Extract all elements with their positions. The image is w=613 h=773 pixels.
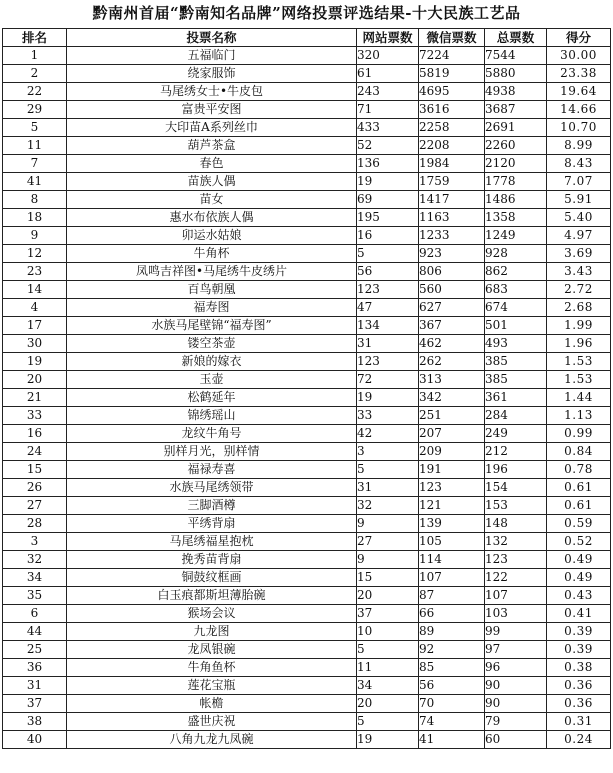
wechat-votes-cell: 207 (419, 425, 485, 443)
total-votes-cell: 385 (485, 353, 547, 371)
rank-cell: 16 (3, 425, 67, 443)
score-cell: 23.38 (547, 65, 611, 83)
table-header-row (3, 29, 611, 47)
total-votes-cell: 862 (485, 263, 547, 281)
table-row (3, 659, 611, 677)
score-cell: 0.39 (547, 623, 611, 641)
table-row (3, 713, 611, 731)
wechat-votes-cell: 85 (419, 659, 485, 677)
wechat-votes-cell: 121 (419, 497, 485, 515)
name-cell: 猴场会议 (67, 605, 357, 623)
table-row (3, 605, 611, 623)
rank-cell: 32 (3, 551, 67, 569)
name-cell: 牛角杯 (67, 245, 357, 263)
table-row (3, 623, 611, 641)
rank-cell: 4 (3, 299, 67, 317)
table-row (3, 407, 611, 425)
total-votes-cell: 284 (485, 407, 547, 425)
total-votes-cell: 2691 (485, 119, 547, 137)
rank-cell: 11 (3, 137, 67, 155)
site-votes-cell: 42 (357, 425, 419, 443)
name-cell: 帐檐 (67, 695, 357, 713)
table-row (3, 263, 611, 281)
score-cell: 2.72 (547, 281, 611, 299)
total-votes-cell: 493 (485, 335, 547, 353)
total-votes-cell: 212 (485, 443, 547, 461)
score-cell: 0.31 (547, 713, 611, 731)
total-votes-cell: 5880 (485, 65, 547, 83)
wechat-votes-cell: 1984 (419, 155, 485, 173)
table-row (3, 353, 611, 371)
name-cell: 八角九龙九凤碗 (67, 731, 357, 749)
table-row (3, 443, 611, 461)
table-row (3, 245, 611, 263)
rank-cell: 25 (3, 641, 67, 659)
header-name: 投票名称 (67, 29, 357, 47)
total-votes-cell: 1358 (485, 209, 547, 227)
rank-cell: 37 (3, 695, 67, 713)
score-cell: 0.38 (547, 659, 611, 677)
score-cell: 0.24 (547, 731, 611, 749)
table-row (3, 137, 611, 155)
total-votes-cell: 99 (485, 623, 547, 641)
table-row (3, 641, 611, 659)
score-cell: 0.41 (547, 605, 611, 623)
rank-cell: 15 (3, 461, 67, 479)
table-row (3, 227, 611, 245)
wechat-votes-cell: 41 (419, 731, 485, 749)
total-votes-cell: 90 (485, 677, 547, 695)
table-row (3, 497, 611, 515)
total-votes-cell: 90 (485, 695, 547, 713)
total-votes-cell: 132 (485, 533, 547, 551)
site-votes-cell: 195 (357, 209, 419, 227)
rank-cell: 17 (3, 317, 67, 335)
rank-cell: 24 (3, 443, 67, 461)
wechat-votes-cell: 70 (419, 695, 485, 713)
table-row (3, 425, 611, 443)
total-votes-cell: 196 (485, 461, 547, 479)
wechat-votes-cell: 923 (419, 245, 485, 263)
rank-cell: 30 (3, 335, 67, 353)
total-votes-cell: 674 (485, 299, 547, 317)
name-cell: 凤鸣吉祥图•马尾绣牛皮绣片 (67, 263, 357, 281)
wechat-votes-cell: 251 (419, 407, 485, 425)
score-cell: 8.43 (547, 155, 611, 173)
rank-cell: 38 (3, 713, 67, 731)
wechat-votes-cell: 66 (419, 605, 485, 623)
header-wechat-votes: 微信票数 (419, 29, 485, 47)
score-cell: 1.53 (547, 353, 611, 371)
name-cell: 富贵平安图 (67, 101, 357, 119)
score-cell: 1.99 (547, 317, 611, 335)
table-row (3, 209, 611, 227)
wechat-votes-cell: 313 (419, 371, 485, 389)
score-cell: 0.99 (547, 425, 611, 443)
name-cell: 大印苗A系列丝巾 (67, 119, 357, 137)
rank-cell: 26 (3, 479, 67, 497)
table-row (3, 695, 611, 713)
name-cell: 新娘的嫁衣 (67, 353, 357, 371)
total-votes-cell: 97 (485, 641, 547, 659)
site-votes-cell: 71 (357, 101, 419, 119)
name-cell: 苗女 (67, 191, 357, 209)
score-cell: 2.68 (547, 299, 611, 317)
table-row (3, 335, 611, 353)
score-cell: 14.66 (547, 101, 611, 119)
site-votes-cell: 243 (357, 83, 419, 101)
wechat-votes-cell: 627 (419, 299, 485, 317)
wechat-votes-cell: 2258 (419, 119, 485, 137)
score-cell: 3.69 (547, 245, 611, 263)
site-votes-cell: 5 (357, 245, 419, 263)
rank-cell: 6 (3, 605, 67, 623)
wechat-votes-cell: 7224 (419, 47, 485, 65)
total-votes-cell: 928 (485, 245, 547, 263)
score-cell: 7.07 (547, 173, 611, 191)
rank-cell: 7 (3, 155, 67, 173)
wechat-votes-cell: 139 (419, 515, 485, 533)
score-cell: 1.44 (547, 389, 611, 407)
name-cell: 莲花宝瓶 (67, 677, 357, 695)
wechat-votes-cell: 262 (419, 353, 485, 371)
wechat-votes-cell: 114 (419, 551, 485, 569)
rank-cell: 20 (3, 371, 67, 389)
rank-cell: 18 (3, 209, 67, 227)
site-votes-cell: 31 (357, 479, 419, 497)
table-row (3, 101, 611, 119)
table-row (3, 281, 611, 299)
score-cell: 1.53 (547, 371, 611, 389)
total-votes-cell: 249 (485, 425, 547, 443)
rank-cell: 3 (3, 533, 67, 551)
rank-cell: 5 (3, 119, 67, 137)
wechat-votes-cell: 1417 (419, 191, 485, 209)
total-votes-cell: 153 (485, 497, 547, 515)
table-row (3, 173, 611, 191)
wechat-votes-cell: 209 (419, 443, 485, 461)
wechat-votes-cell: 1163 (419, 209, 485, 227)
wechat-votes-cell: 92 (419, 641, 485, 659)
table-row (3, 551, 611, 569)
site-votes-cell: 27 (357, 533, 419, 551)
table-row (3, 83, 611, 101)
rank-cell: 19 (3, 353, 67, 371)
name-cell: 卯运水姑娘 (67, 227, 357, 245)
wechat-votes-cell: 89 (419, 623, 485, 641)
name-cell: 百鸟朝凰 (67, 281, 357, 299)
total-votes-cell: 2120 (485, 155, 547, 173)
rank-cell: 27 (3, 497, 67, 515)
header-rank: 排名 (3, 29, 67, 47)
score-cell: 0.49 (547, 569, 611, 587)
total-votes-cell: 103 (485, 605, 547, 623)
site-votes-cell: 9 (357, 551, 419, 569)
site-votes-cell: 123 (357, 353, 419, 371)
name-cell: 五福临门 (67, 47, 357, 65)
rank-cell: 33 (3, 407, 67, 425)
total-votes-cell: 154 (485, 479, 547, 497)
rank-cell: 12 (3, 245, 67, 263)
score-cell: 30.00 (547, 47, 611, 65)
wechat-votes-cell: 367 (419, 317, 485, 335)
total-votes-cell: 148 (485, 515, 547, 533)
wechat-votes-cell: 2208 (419, 137, 485, 155)
site-votes-cell: 32 (357, 497, 419, 515)
header-site-votes: 网站票数 (357, 29, 419, 47)
rank-cell: 9 (3, 227, 67, 245)
site-votes-cell: 5 (357, 713, 419, 731)
site-votes-cell: 72 (357, 371, 419, 389)
name-cell: 平绣背扇 (67, 515, 357, 533)
rank-cell: 1 (3, 47, 67, 65)
site-votes-cell: 69 (357, 191, 419, 209)
name-cell: 镂空茶壶 (67, 335, 357, 353)
site-votes-cell: 10 (357, 623, 419, 641)
name-cell: 挽秀苗背扇 (67, 551, 357, 569)
score-cell: 0.61 (547, 497, 611, 515)
total-votes-cell: 1778 (485, 173, 547, 191)
wechat-votes-cell: 342 (419, 389, 485, 407)
wechat-votes-cell: 87 (419, 587, 485, 605)
wechat-votes-cell: 560 (419, 281, 485, 299)
table-row (3, 569, 611, 587)
total-votes-cell: 385 (485, 371, 547, 389)
wechat-votes-cell: 123 (419, 479, 485, 497)
site-votes-cell: 47 (357, 299, 419, 317)
wechat-votes-cell: 1759 (419, 173, 485, 191)
name-cell: 盛世庆祝 (67, 713, 357, 731)
results-table (2, 28, 611, 749)
site-votes-cell: 33 (357, 407, 419, 425)
site-votes-cell: 31 (357, 335, 419, 353)
rank-cell: 35 (3, 587, 67, 605)
name-cell: 龙纹牛角号 (67, 425, 357, 443)
site-votes-cell: 11 (357, 659, 419, 677)
table-row (3, 515, 611, 533)
table-row (3, 731, 611, 749)
score-cell: 10.70 (547, 119, 611, 137)
total-votes-cell: 2260 (485, 137, 547, 155)
rank-cell: 22 (3, 83, 67, 101)
wechat-votes-cell: 105 (419, 533, 485, 551)
site-votes-cell: 5 (357, 461, 419, 479)
site-votes-cell: 320 (357, 47, 419, 65)
table-row (3, 479, 611, 497)
site-votes-cell: 61 (357, 65, 419, 83)
score-cell: 0.49 (547, 551, 611, 569)
name-cell: 锦绣瑶山 (67, 407, 357, 425)
wechat-votes-cell: 4695 (419, 83, 485, 101)
table-row (3, 677, 611, 695)
rank-cell: 34 (3, 569, 67, 587)
name-cell: 春色 (67, 155, 357, 173)
header-total-votes: 总票数 (485, 29, 547, 47)
score-cell: 3.43 (547, 263, 611, 281)
table-row (3, 65, 611, 83)
score-cell: 4.97 (547, 227, 611, 245)
site-votes-cell: 16 (357, 227, 419, 245)
name-cell: 铜鼓纹框画 (67, 569, 357, 587)
name-cell: 惠水布依族人偶 (67, 209, 357, 227)
name-cell: 九龙图 (67, 623, 357, 641)
rank-cell: 8 (3, 191, 67, 209)
score-cell: 0.61 (547, 479, 611, 497)
table-row (3, 119, 611, 137)
page-title: 黔南州首届“黔南知名品牌”网络投票评选结果-十大民族工艺品 (92, 4, 521, 22)
score-cell: 0.39 (547, 641, 611, 659)
table-row (3, 533, 611, 551)
wechat-votes-cell: 1233 (419, 227, 485, 245)
total-votes-cell: 122 (485, 569, 547, 587)
score-cell: 5.40 (547, 209, 611, 227)
rank-cell: 36 (3, 659, 67, 677)
total-votes-cell: 60 (485, 731, 547, 749)
name-cell: 白玉痕都斯坦薄胎碗 (67, 587, 357, 605)
score-cell: 1.13 (547, 407, 611, 425)
rank-cell: 29 (3, 101, 67, 119)
table-row (3, 317, 611, 335)
name-cell: 水族马尾绣领带 (67, 479, 357, 497)
header-score: 得分 (547, 29, 611, 47)
table-row (3, 371, 611, 389)
site-votes-cell: 34 (357, 677, 419, 695)
rank-cell: 23 (3, 263, 67, 281)
total-votes-cell: 96 (485, 659, 547, 677)
name-cell: 水族马尾壁锦“福寿图” (67, 317, 357, 335)
score-cell: 0.59 (547, 515, 611, 533)
name-cell: 马尾绣福星抱枕 (67, 533, 357, 551)
name-cell: 别样月光，别样情 (67, 443, 357, 461)
score-cell: 5.91 (547, 191, 611, 209)
name-cell: 龙凤银碗 (67, 641, 357, 659)
rank-cell: 41 (3, 173, 67, 191)
site-votes-cell: 37 (357, 605, 419, 623)
site-votes-cell: 19 (357, 731, 419, 749)
wechat-votes-cell: 191 (419, 461, 485, 479)
score-cell: 1.96 (547, 335, 611, 353)
wechat-votes-cell: 5819 (419, 65, 485, 83)
rank-cell: 40 (3, 731, 67, 749)
wechat-votes-cell: 107 (419, 569, 485, 587)
total-votes-cell: 683 (485, 281, 547, 299)
site-votes-cell: 134 (357, 317, 419, 335)
table-row (3, 299, 611, 317)
site-votes-cell: 136 (357, 155, 419, 173)
wechat-votes-cell: 3616 (419, 101, 485, 119)
site-votes-cell: 15 (357, 569, 419, 587)
name-cell: 玉壶 (67, 371, 357, 389)
rank-cell: 14 (3, 281, 67, 299)
score-cell: 0.84 (547, 443, 611, 461)
table-row (3, 155, 611, 173)
table-row (3, 461, 611, 479)
total-votes-cell: 107 (485, 587, 547, 605)
total-votes-cell: 123 (485, 551, 547, 569)
name-cell: 福寿图 (67, 299, 357, 317)
total-votes-cell: 361 (485, 389, 547, 407)
wechat-votes-cell: 806 (419, 263, 485, 281)
site-votes-cell: 52 (357, 137, 419, 155)
name-cell: 苗族人偶 (67, 173, 357, 191)
table-row (3, 191, 611, 209)
site-votes-cell: 19 (357, 173, 419, 191)
site-votes-cell: 20 (357, 587, 419, 605)
name-cell: 松鹤延年 (67, 389, 357, 407)
score-cell: 0.43 (547, 587, 611, 605)
score-cell: 0.36 (547, 695, 611, 713)
score-cell: 0.36 (547, 677, 611, 695)
total-votes-cell: 1486 (485, 191, 547, 209)
wechat-votes-cell: 56 (419, 677, 485, 695)
name-cell: 绕家服饰 (67, 65, 357, 83)
name-cell: 福禄寿喜 (67, 461, 357, 479)
total-votes-cell: 4938 (485, 83, 547, 101)
total-votes-cell: 501 (485, 317, 547, 335)
site-votes-cell: 20 (357, 695, 419, 713)
site-votes-cell: 3 (357, 443, 419, 461)
wechat-votes-cell: 74 (419, 713, 485, 731)
total-votes-cell: 79 (485, 713, 547, 731)
site-votes-cell: 19 (357, 389, 419, 407)
name-cell: 马尾绣女士•牛皮包 (67, 83, 357, 101)
rank-cell: 31 (3, 677, 67, 695)
site-votes-cell: 123 (357, 281, 419, 299)
table-row (3, 587, 611, 605)
score-cell: 8.99 (547, 137, 611, 155)
total-votes-cell: 3687 (485, 101, 547, 119)
site-votes-cell: 433 (357, 119, 419, 137)
table-row (3, 389, 611, 407)
site-votes-cell: 5 (357, 641, 419, 659)
name-cell: 三脚酒樽 (67, 497, 357, 515)
total-votes-cell: 1249 (485, 227, 547, 245)
score-cell: 0.52 (547, 533, 611, 551)
table-row (3, 47, 611, 65)
score-cell: 0.78 (547, 461, 611, 479)
rank-cell: 44 (3, 623, 67, 641)
site-votes-cell: 9 (357, 515, 419, 533)
total-votes-cell: 7544 (485, 47, 547, 65)
rank-cell: 21 (3, 389, 67, 407)
name-cell: 牛角鱼杯 (67, 659, 357, 677)
score-cell: 19.64 (547, 83, 611, 101)
name-cell: 葫芦茶盒 (67, 137, 357, 155)
wechat-votes-cell: 462 (419, 335, 485, 353)
rank-cell: 2 (3, 65, 67, 83)
site-votes-cell: 56 (357, 263, 419, 281)
rank-cell: 28 (3, 515, 67, 533)
